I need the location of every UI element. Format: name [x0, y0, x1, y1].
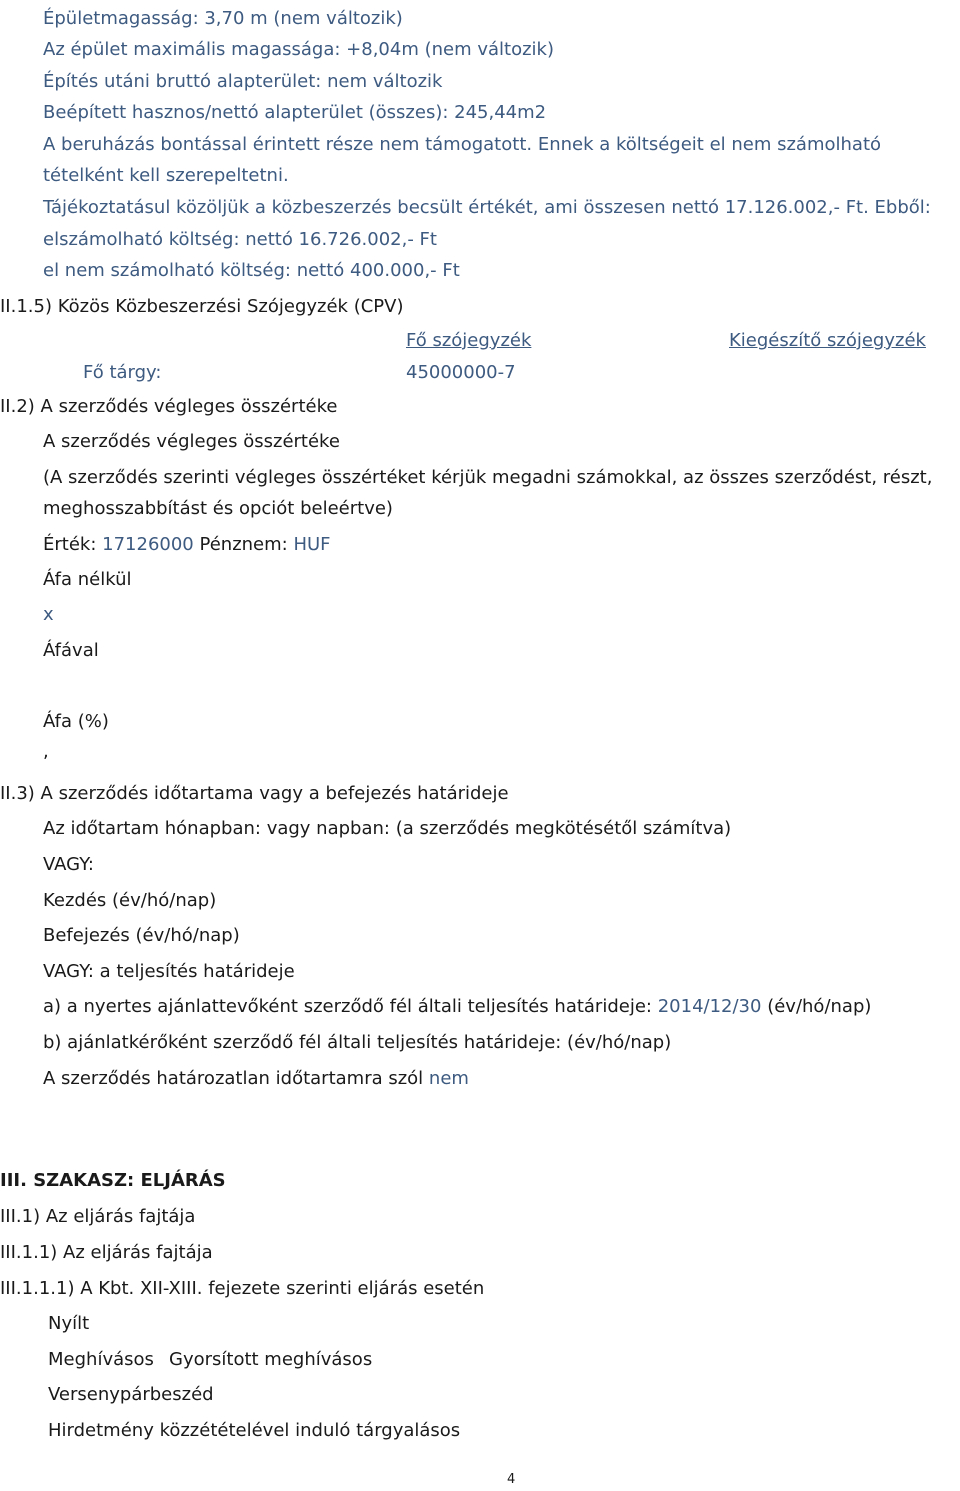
deadline-bidder-date: 2014/12/30: [657, 996, 762, 1017]
estimate-line: Tájékoztatásul közöljük a közbeszerzés becsült értékét, ami összesen nettó 17.126.002,- Ft. Ebből:: [43, 197, 931, 218]
cpv-main-subject-label: Fő tárgy:: [83, 362, 162, 383]
with-vat-label: Áfával: [43, 640, 99, 661]
without-vat-label: Áfa nélkül: [43, 569, 132, 590]
demolition-note-line: A beruházás bontással érintett része nem támogatott. Ennek a költségeit el nem számolható: [43, 134, 882, 155]
deadline-bidder-line: [43, 996, 871, 1018]
net-area-line: Beépített hasznos/nettó alapterület (összes): 245,44m2: [43, 102, 547, 123]
procedure-option-negotiated: Hirdetmény közzétételével induló tárgyalásos: [48, 1420, 461, 1441]
indefinite-duration-label: A szerződés határozatlan időtartamra szól: [43, 1068, 424, 1089]
demolition-note-line-2: tételként kell szerepeltetni.: [43, 165, 289, 186]
deadline-bidder-label: a) a nyertes ajánlattevőként szerződő fél általi teljesítés határideje:: [43, 996, 652, 1017]
value-subheading: A szerződés végleges összértéke: [43, 431, 340, 452]
vat-percent-label: Áfa (%): [43, 711, 109, 732]
value-note-line-2: meghosszabbítást és opciót beleértve): [43, 498, 393, 519]
duration-end: Befejezés (év/hó/nap): [43, 925, 240, 946]
cpv-main-column-header: Fő szójegyzék: [406, 330, 532, 351]
currency-value: HUF: [293, 534, 331, 555]
cpv-heading: II.1.5) Közös Közbeszerzési Szójegyzék (CPV): [0, 296, 404, 317]
cpv-extra-column-header: Kiegészítő szójegyzék: [729, 330, 926, 351]
ineligible-cost-line: el nem számolható költség: nettó 400.000,- Ft: [43, 260, 460, 281]
without-vat-marker: x: [43, 604, 54, 625]
eligible-cost-line: elszámolható költség: nettó 16.726.002,- Ft: [43, 229, 437, 250]
deadline-bidder-format: (év/hó/nap): [767, 996, 872, 1017]
procedure-kbt-heading: III.1.1.1) A Kbt. XII-XIII. fejezete szerinti eljárás esetén: [0, 1278, 485, 1299]
gross-area-line: Építés utáni bruttó alapterület: nem változik: [43, 71, 443, 92]
duration-or-1: VAGY:: [43, 854, 94, 875]
duration-months-days: Az időtartam hónapban: vagy napban: (a szerződés megkötésétől számítva): [43, 818, 732, 839]
deadline-contracting-authority: b) ajánlatkérőként szerződő fél általi teljesítés határideje: (év/hó/nap): [43, 1032, 672, 1053]
section-3-title: III. SZAKASZ: ELJÁRÁS: [0, 1170, 226, 1191]
value-section-heading: II.2) A szerződés végleges összértéke: [0, 396, 338, 417]
value-amount: 17126000: [102, 534, 194, 555]
vat-percent-separator: ,: [43, 741, 49, 762]
value-line: [43, 534, 331, 556]
currency-label: Pénznem:: [199, 534, 288, 555]
duration-start: Kezdés (év/hó/nap): [43, 890, 217, 911]
indefinite-duration-value: nem: [428, 1068, 469, 1089]
procedure-option-restricted: Meghívásos: [48, 1349, 154, 1370]
max-height-line: Az épület maximális magassága: +8,04m (nem változik): [43, 39, 555, 60]
page-number: 4: [507, 1472, 516, 1487]
procedure-option-competitive-dialogue: Versenypárbeszéd: [48, 1384, 214, 1405]
cpv-main-code: 45000000-7: [406, 362, 516, 383]
value-label: Érték:: [43, 534, 97, 555]
value-note-line-1: (A szerződés szerinti végleges összértéket kérjük megadni számokkal, az összes szerződést, részt,: [43, 467, 933, 488]
procedure-option-accelerated-restricted: Gyorsított meghívásos: [169, 1349, 373, 1370]
duration-or-2: VAGY: a teljesítés határideje: [43, 961, 295, 982]
procedure-option-open: Nyílt: [48, 1313, 90, 1334]
procedure-type-heading: III.1) Az eljárás fajtája: [0, 1206, 196, 1227]
duration-section-heading: II.3) A szerződés időtartama vagy a befejezés határideje: [0, 783, 509, 804]
procedure-type-subheading: III.1.1) Az eljárás fajtája: [0, 1242, 213, 1263]
building-height-line: Épületmagasság: 3,70 m (nem változik): [43, 8, 403, 29]
indefinite-duration-line: [43, 1068, 469, 1090]
